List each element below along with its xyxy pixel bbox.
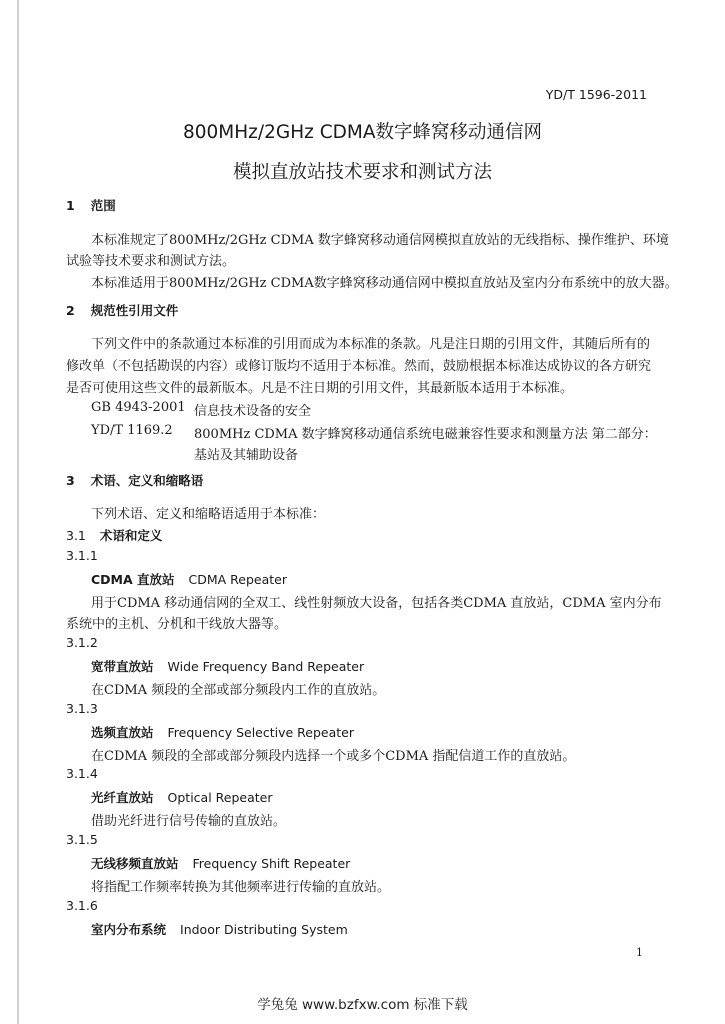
term: [91, 570, 287, 588]
term: [91, 723, 354, 741]
definition-line: 用于CDMA 移动通信网的全双工、线性射频放大设备，包括各类CDMA 直放站，CDMA 室内分布: [91, 596, 662, 611]
paragraph-line: 是否可使用这些文件的最新版本。凡是不注日期的引用文件，其最新版本适用于本标准。: [66, 381, 574, 396]
term-chinese: 光纤直放站: [91, 790, 154, 805]
reference-title-cont: 基站及其辅助设备: [194, 448, 299, 463]
section-number: 1: [66, 198, 75, 213]
reference-code: YD/T 1169.2: [91, 423, 173, 438]
subsection-number: 3.1: [66, 528, 86, 543]
paragraph-line: 下列文件中的条款通过本标准的引用而成为本标准的条款。凡是注日期的引用文件，其随后所有的: [91, 337, 651, 352]
paragraph-line: 修改单（不包括勘误的内容）或修订版均不适用于本标准。然而，鼓励根据本标准达成协议的各方研究: [66, 359, 652, 374]
section-2-heading: [66, 301, 178, 319]
subsection-title: 术语和定义: [99, 528, 163, 543]
clause-number: 3.1.1: [66, 548, 98, 563]
paragraph-line: 试验等技术要求和测试方法。: [66, 254, 236, 269]
clause-number: 3.1.6: [66, 898, 98, 913]
term-english: Optical Repeater: [167, 790, 273, 805]
term-chinese: 室内分布系统: [91, 922, 167, 937]
section-title: 规范性引用文件: [90, 303, 179, 318]
section-title: 术语、定义和缩略语: [90, 473, 204, 488]
binding-margin-line: [17, 0, 19, 1024]
subsection-heading: [66, 526, 162, 544]
reference-title: 800MHz CDMA 数字蜂窝移动通信系统电磁兼容性要求和测量方法 第二部分：: [194, 427, 657, 442]
document-title-line1: 800MHz/2GHz CDMA数字蜂窝移动通信网: [182, 122, 543, 143]
clause-number: 3.1.2: [66, 635, 98, 650]
term-chinese: 无线移频直放站: [91, 856, 179, 871]
section-1-heading: [66, 196, 116, 214]
definition-line: 系统中的主机、分机和干线放大器等。: [66, 617, 288, 632]
reference-code: GB 4943-2001: [91, 400, 186, 415]
definition-line: 将指配工作频率转换为其他频率进行传输的直放站。: [91, 880, 391, 895]
section-title: 范围: [90, 198, 116, 213]
term-english: Frequency Selective Repeater: [167, 725, 354, 740]
term: [91, 788, 272, 806]
definition-line: 在CDMA 频段的全部或部分频段内选择一个或多个CDMA 指配信道工作的直放站。: [91, 749, 576, 764]
standard-code: YD/T 1596-2011: [545, 87, 647, 102]
section-number: 2: [66, 303, 75, 318]
term-chinese: CDMA 直放站: [91, 572, 175, 587]
footer-watermark: 学兔兔 www.bzfxw.com 标准下载: [257, 997, 468, 1013]
document-title-line2: 模拟直放站技术要求和测试方法: [232, 162, 492, 183]
definition-line: 在CDMA 频段的全部或部分频段内工作的直放站。: [91, 683, 386, 698]
term: [91, 920, 348, 938]
paragraph-line: 本标准规定了800MHz/2GHz CDMA 数字蜂窝移动通信网模拟直放站的无线指标、操作维护、环境: [91, 233, 669, 248]
definition-line: 借助光纤进行信号传输的直放站。: [91, 814, 287, 829]
clause-number: 3.1.3: [66, 701, 98, 716]
term: [91, 657, 364, 675]
term-chinese: 宽带直放站: [91, 659, 154, 674]
term: [91, 854, 350, 872]
paragraph-line: 本标准适用于800MHz/2GHz CDMA数字蜂窝移动通信网中模拟直放站及室内分布系统中的放大器。: [91, 276, 678, 291]
section-number: 3: [66, 473, 75, 488]
page-number: 1: [636, 946, 643, 959]
term-english: Frequency Shift Repeater: [192, 856, 351, 871]
section-3-heading: [66, 471, 203, 489]
term-chinese: 选频直放站: [91, 725, 154, 740]
clause-number: 3.1.4: [66, 766, 98, 781]
term-english: Wide Frequency Band Repeater: [167, 659, 365, 674]
reference-title: 信息技术设备的安全: [194, 404, 312, 419]
term-english: Indoor Distributing System: [180, 922, 348, 937]
clause-number: 3.1.5: [66, 832, 98, 847]
paragraph-line: 下列术语、定义和缩略语适用于本标准：: [91, 507, 326, 522]
term-english: CDMA Repeater: [188, 572, 288, 587]
